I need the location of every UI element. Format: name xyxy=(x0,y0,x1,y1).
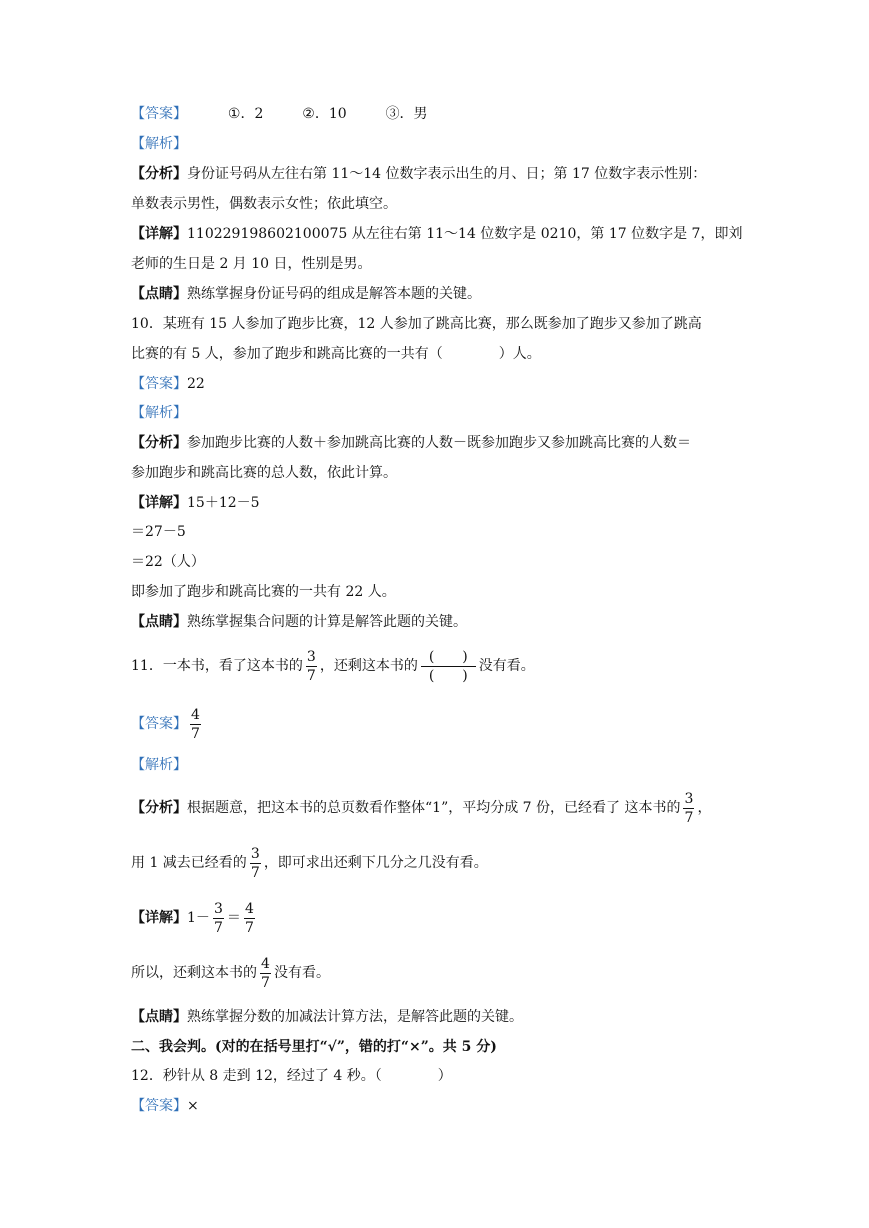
answer-item-1: ①．2 xyxy=(227,106,264,122)
q11-xiangjie-line xyxy=(131,898,258,938)
q9-jiexi-label: 【解析】 xyxy=(131,136,187,152)
q11-conclusion xyxy=(131,953,330,993)
q11-question-post: 没有看。 xyxy=(478,658,535,674)
fraction-three-sevenths: $\frac{3}{7}$ xyxy=(684,790,694,826)
answer-tag: 【答案】 xyxy=(131,106,187,122)
section-2-title: 二、我会判。(对的在括号里打“√”，错的打“×”。共 5 分) xyxy=(131,1039,497,1055)
fenxi-text: 根据题意，把这本书的总页数看作整体“1”，平均分成 7 份，已经看了 这本书的 xyxy=(187,800,681,816)
conclusion-pre: 所以，还剩这本书的 xyxy=(131,965,257,981)
q10-xiangjie-line-1 xyxy=(131,493,260,513)
q10-jiexi-label: 【解析】 xyxy=(131,405,187,421)
fraction-blank: $\frac{( )}{( )}$ xyxy=(421,648,476,685)
answer-tag: 【答案】 xyxy=(131,1098,187,1114)
dianjing-tag: 【点睛】 xyxy=(131,1009,187,1025)
q10-xiangjie-line-3: ＝22（人） xyxy=(131,554,205,570)
q10-question-line-2: 比赛的有 5 人，参加了跑步和跳高比赛的一共有（ ）人。 xyxy=(131,346,541,362)
q9-xiangjie-line-1 xyxy=(131,224,742,244)
q10-fenxi-line-2: 参加跑步和跳高比赛的总人数，依此计算。 xyxy=(131,465,397,481)
q10-dianjing-line xyxy=(131,612,467,632)
q10-fenxi-line-1 xyxy=(131,433,691,453)
xiangjie-tag: 【详解】 xyxy=(131,226,187,242)
xiangjie-equals: ＝ xyxy=(226,910,241,926)
xiangjie-tag: 【详解】 xyxy=(131,910,187,926)
q10-xiangjie-line-2: ＝27－5 xyxy=(131,524,186,540)
answer-tag: 【答案】 xyxy=(131,716,187,732)
conclusion-post: 没有看。 xyxy=(274,965,330,981)
q11-fenxi-line-2 xyxy=(131,843,488,883)
fenxi-tag: 【分析】 xyxy=(131,435,187,451)
q11-fenxi-line-1 xyxy=(131,788,711,828)
q11-answer-line xyxy=(131,704,204,744)
q10-answer-line xyxy=(131,374,205,394)
q9-fenxi-line-2: 单数表示男性，偶数表示女性；依此填空。 xyxy=(131,196,397,212)
q10-question-line-1: 10．某班有 15 人参加了跑步比赛，12 人参加了跳高比赛，那么既参加了跑步又参加了跳高 xyxy=(131,316,702,332)
q11-question-mid: ，还剩这本书的 xyxy=(319,658,418,674)
q9-xiangjie-line-2: 老师的生日是 2 月 10 日，性别是男。 xyxy=(131,256,372,272)
fenxi-tag: 【分析】 xyxy=(131,166,187,182)
q9-fenxi-line-1 xyxy=(131,164,706,184)
dianjing-text: 熟练掌握身份证号码的组成是解答本题的关键。 xyxy=(187,286,481,302)
answer-item-3: ③．男 xyxy=(385,106,428,122)
q11-dianjing-line xyxy=(131,1007,523,1027)
q12-question: 12．秒针从 8 走到 12，经过了 4 秒。（ ） xyxy=(131,1068,452,1084)
xiangjie-text: 110229198602100075 从左往右第 11～14 位数字是 0210，第 17 位数字是 7，即刘 xyxy=(187,226,743,242)
fraction-three-sevenths: $\frac{3}{7}$ xyxy=(213,900,223,936)
fraction-four-sevenths: $\frac{4}{7}$ xyxy=(244,900,254,936)
fenxi-text: 身份证号码从左往右第 11～14 位数字表示出生的月、日；第 17 位数字表示性别： xyxy=(187,166,707,182)
q9-dianjing-line xyxy=(131,284,481,304)
fraction-three-sevenths: $\frac{3}{7}$ xyxy=(306,648,316,684)
fraction-four-sevenths: $\frac{4}{7}$ xyxy=(191,706,200,742)
q10-conclusion: 即参加了跑步和跳高比赛的一共有 22 人。 xyxy=(131,584,396,600)
fraction-four-sevenths: $\frac{4}{7}$ xyxy=(261,955,270,991)
answer-item-2: ②．10 xyxy=(302,106,347,122)
dianjing-tag: 【点睛】 xyxy=(131,614,187,630)
fenxi-tag: 【分析】 xyxy=(131,800,187,816)
q11-question xyxy=(131,646,535,686)
fenxi-end: ， xyxy=(697,800,712,816)
answer-value: 22 xyxy=(187,376,205,392)
fenxi-text-2-pre: 用 1 减去已经看的 xyxy=(131,855,247,871)
dianjing-text: 熟练掌握集合问题的计算是解答此题的关键。 xyxy=(187,614,467,630)
q12-answer-line xyxy=(131,1096,199,1116)
fenxi-text: 参加跑步比赛的人数＋参加跳高比赛的人数－既参加跑步又参加跳高比赛的人数＝ xyxy=(187,435,691,451)
fraction-three-sevenths: $\frac{3}{7}$ xyxy=(250,845,260,881)
answer-value: × xyxy=(187,1098,199,1114)
xiangjie-text: 15＋12－5 xyxy=(187,495,260,511)
q11-question-pre: 11．一本书，看了这本书的 xyxy=(131,658,303,674)
dianjing-text: 熟练掌握分数的加减法计算方法，是解答此题的关键。 xyxy=(187,1009,523,1025)
dianjing-tag: 【点睛】 xyxy=(131,286,187,302)
fenxi-text-2-post: ，即可求出还剩下几分之几没有看。 xyxy=(263,855,488,871)
xiangjie-tag: 【详解】 xyxy=(131,495,187,511)
q9-answer-line xyxy=(131,104,428,124)
answer-tag: 【答案】 xyxy=(131,376,187,392)
xiangjie-one: 1－ xyxy=(187,910,210,926)
q11-jiexi-label: 【解析】 xyxy=(131,757,187,773)
